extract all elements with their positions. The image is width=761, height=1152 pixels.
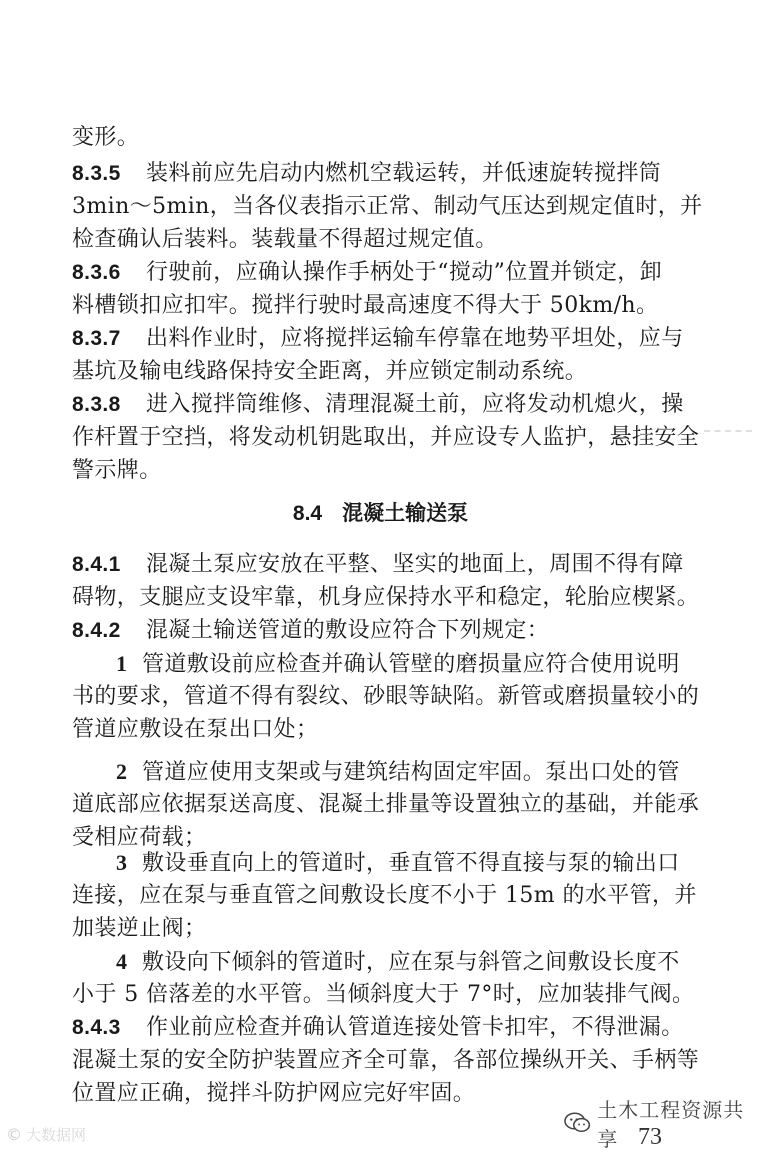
list-item-1 bbox=[116, 649, 690, 680]
text-line: 警示牌。 bbox=[72, 458, 162, 483]
clause-number: 8.3.6 bbox=[72, 261, 121, 284]
clause-number: 8.4.3 bbox=[72, 1016, 121, 1039]
item-text: 敷设垂直向上的管道时，垂直管不得直接与泵的输出口 bbox=[142, 851, 680, 876]
list-item-2 bbox=[116, 757, 690, 788]
clause-8-4-1 bbox=[72, 550, 690, 580]
text-line: 受相应荷载； bbox=[72, 825, 207, 850]
text-line: 小于 5 倍落差的水平管。当倾斜度大于 7°时，应加装排气阀。 bbox=[72, 982, 695, 1007]
text-line: 料槽锁扣应扣牢。搅拌行驶时最高速度不得大于 50km/h。 bbox=[72, 293, 659, 318]
text-line: 连接，应在泵与垂直管之间敷设长度不小于 15m 的水平管，并 bbox=[72, 883, 697, 908]
clause-8-3-5 bbox=[72, 159, 690, 189]
clause-text: 行驶前，应确认操作手柄处于“搅动”位置并锁定，卸 bbox=[146, 260, 663, 285]
clause-number: 8.4.2 bbox=[72, 619, 121, 642]
item-text: 管道应使用支架或与建筑结构固定牢固。泵出口处的管 bbox=[142, 760, 680, 785]
clause-8-4-3 bbox=[72, 1013, 690, 1043]
clause-text: 混凝土泵应安放在平整、坚实的地面上，周围不得有障 bbox=[146, 552, 684, 577]
watermark-left-text: 大数据网 bbox=[26, 1126, 87, 1144]
clause-number: 8.3.7 bbox=[72, 327, 121, 350]
clause-number: 8.3.5 bbox=[72, 162, 121, 185]
text-line: 位置应正确，搅拌斗防护网应完好牢固。 bbox=[72, 1081, 476, 1106]
clause-8-3-8 bbox=[72, 390, 690, 420]
clause-number: 8.3.8 bbox=[72, 393, 121, 416]
watermark-right bbox=[564, 1094, 761, 1152]
text-line: 碍物，支腿应支设牢靠，机身应保持水平和稳定，轮胎应楔紧。 bbox=[72, 585, 700, 610]
text-line: 管道应敷设在泵出口处； bbox=[72, 717, 319, 742]
watermark-right-text: 土木工程资源共享 bbox=[597, 1098, 745, 1151]
text-line: 变形。 bbox=[72, 125, 140, 150]
clause-text: 装料前应先启动内燃机空载运转，并低速旋转搅拌筒 bbox=[146, 161, 662, 186]
item-number: 2 bbox=[116, 759, 128, 784]
watermark-left bbox=[6, 1124, 86, 1145]
watermark-logo-icon: © bbox=[6, 1125, 22, 1144]
text-line: 作杆置于空挡，将发动机钥匙取出，并应设专人监护，悬挂安全 bbox=[72, 425, 700, 450]
clause-text: 出料作业时，应将搅拌运输车停靠在地势平坦处，应与 bbox=[146, 326, 684, 351]
clause-number: 8.4.1 bbox=[72, 553, 121, 576]
clause-8-3-6 bbox=[72, 258, 690, 288]
clause-text: 进入搅拌筒维修、清理混凝土前，应将发动机熄火，操 bbox=[146, 392, 684, 417]
list-item-4 bbox=[116, 947, 690, 978]
item-number: 4 bbox=[116, 949, 128, 974]
clause-text: 混凝土输送管道的敷设应符合下列规定： bbox=[146, 618, 550, 643]
section-number: 8.4 bbox=[292, 502, 323, 525]
item-number: 3 bbox=[116, 850, 128, 875]
section-heading bbox=[0, 498, 761, 529]
text-line: 检查确认后装料。装载量不得超过规定值。 bbox=[72, 227, 498, 252]
scan-artifact bbox=[704, 430, 752, 434]
text-line: 混凝土泵的安全防护装置应齐全可靠，各部位操纵开关、手柄等 bbox=[72, 1048, 700, 1073]
page-number: 73 bbox=[638, 1124, 662, 1150]
text-line: 加装逆止阀； bbox=[72, 916, 207, 941]
text-line: 书的要求，管道不得有裂纹、砂眼等缺陷。新管或磨损量较小的 bbox=[72, 684, 700, 709]
clause-8-4-2 bbox=[72, 616, 690, 646]
text-line: 3min～5min，当各仪表指示正常、制动气压达到规定值时，并 bbox=[72, 194, 703, 219]
clause-text: 作业前应检查并确认管道连接处管卡扣牢，不得泄漏。 bbox=[146, 1015, 684, 1040]
item-text: 管道敷设前应检查并确认管壁的磨损量应符合使用说明 bbox=[142, 652, 680, 677]
section-title: 混凝土输送泵 bbox=[342, 501, 469, 525]
item-number: 1 bbox=[116, 651, 128, 676]
text-line: 道底部应依据泵送高度、混凝土排量等设置独立的基础，并能承 bbox=[72, 792, 700, 817]
list-item-3 bbox=[116, 848, 690, 879]
text-line: 基坑及输电线路保持安全距离，并应锁定制动系统。 bbox=[72, 359, 588, 384]
wechat-icon bbox=[564, 1112, 591, 1134]
clause-8-3-7 bbox=[72, 324, 690, 354]
item-text: 敷设向下倾斜的管道时，应在泵与斜管之间敷设长度不 bbox=[142, 950, 680, 975]
